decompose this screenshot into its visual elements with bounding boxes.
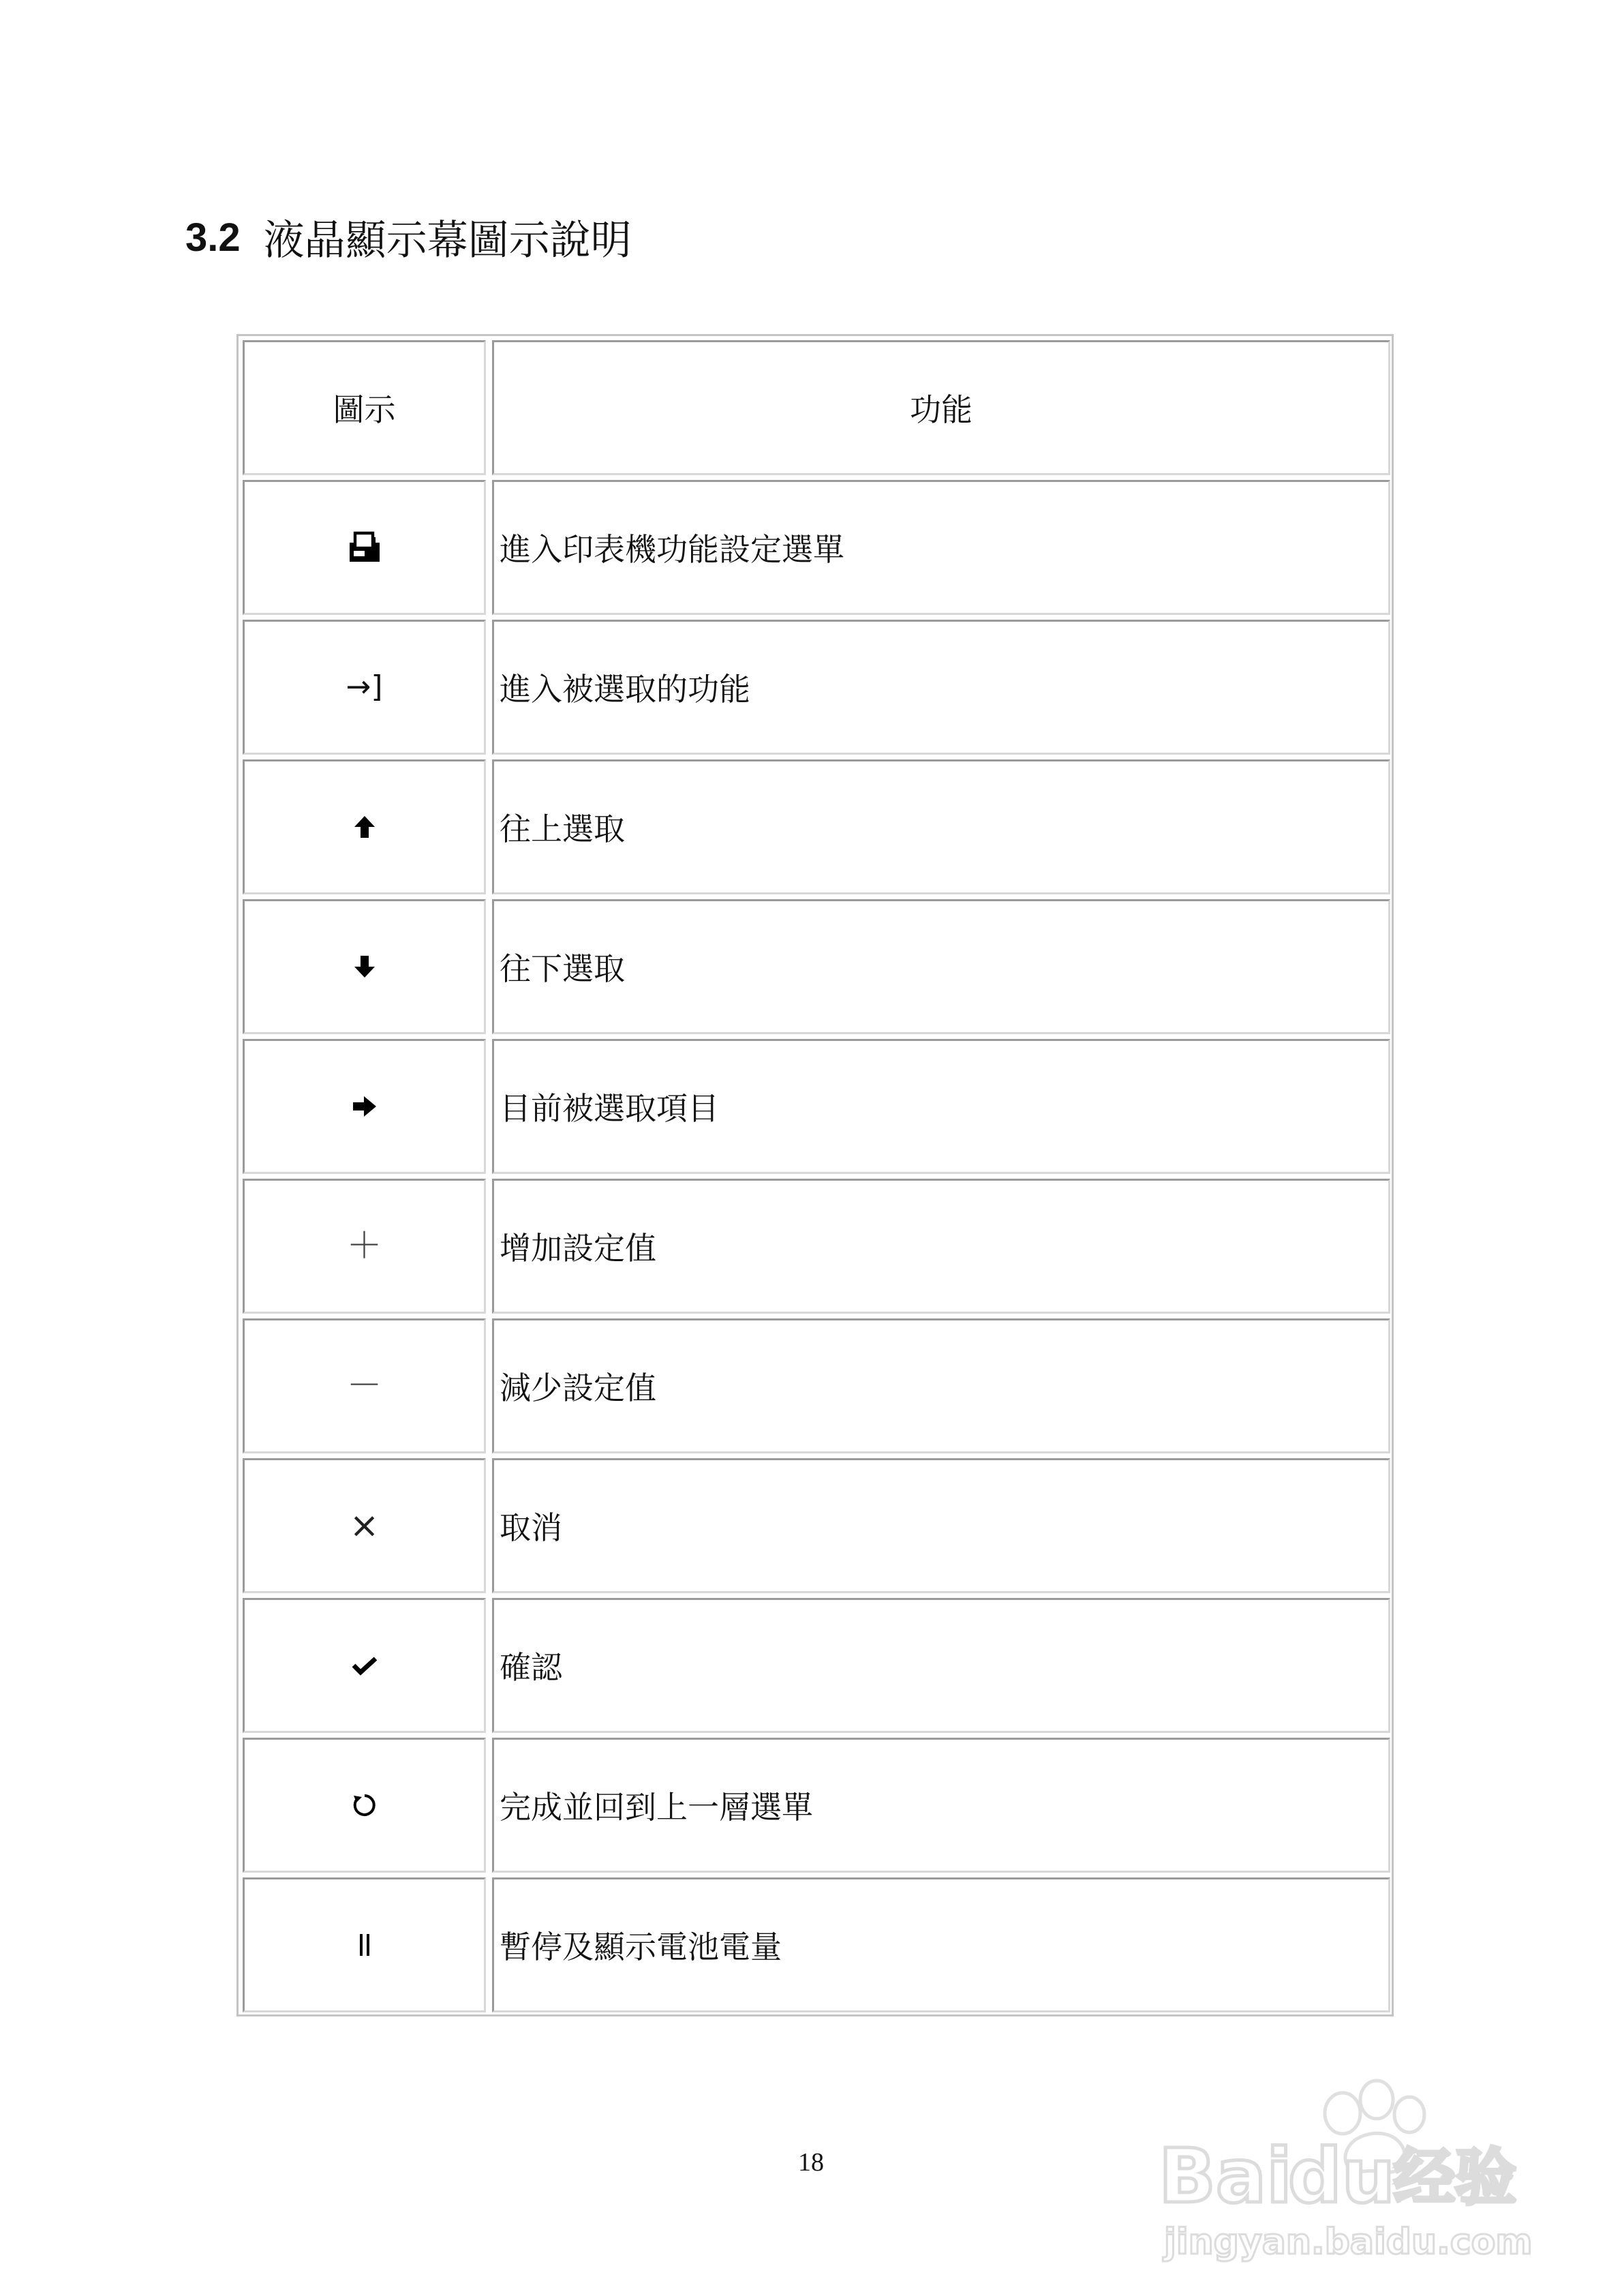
table-row-icon-cell <box>243 1877 486 2012</box>
printer-menu-icon <box>347 530 382 564</box>
table-row-icon-cell <box>243 759 486 894</box>
svg-text:jingyan.baidu.com: jingyan.baidu.com <box>1164 2222 1533 2263</box>
page-number: 18 <box>798 2148 824 2177</box>
table-row-function-cell: 進入被選取的功能 <box>492 620 1390 755</box>
table-row-icon-cell <box>243 1458 486 1593</box>
table-row-icon-cell <box>243 620 486 755</box>
arrow-right-icon <box>352 1095 378 1118</box>
table-header-icon: 圖示 <box>243 340 486 475</box>
table-row-function-cell: 暫停及顯示電池電量 <box>492 1877 1390 2012</box>
table-row-icon-cell <box>243 1738 486 1873</box>
table-row-function-cell: 完成並回到上一層選單 <box>492 1738 1390 1873</box>
table-row-icon-cell <box>243 1039 486 1174</box>
cancel-icon: × <box>349 1505 380 1546</box>
table-row-icon-cell <box>243 1318 486 1453</box>
pause-icon <box>358 1933 371 1957</box>
section-title: 液晶顯示幕圖示說明 <box>263 217 632 265</box>
table-row-function-cell: 進入印表機功能設定選單 <box>492 480 1390 615</box>
svg-text:经验: 经验 <box>1394 2142 1516 2214</box>
table-header-function: 功能 <box>492 340 1390 475</box>
section-heading <box>185 203 632 271</box>
table-row-function-cell: 往下選取 <box>492 899 1390 1034</box>
table-row-function-cell: 取消 <box>492 1458 1390 1593</box>
svg-text:du: du <box>1288 2132 1396 2220</box>
check-icon <box>351 1655 378 1676</box>
svg-text:Bai: Bai <box>1159 2132 1292 2220</box>
table-row-icon-cell <box>243 899 486 1034</box>
arrow-down-icon <box>353 954 376 979</box>
table-row-icon-cell <box>243 480 486 615</box>
icon-table <box>236 334 1394 2016</box>
table-row-icon-cell <box>243 1179 486 1314</box>
table-row-function-cell: 確認 <box>492 1598 1390 1733</box>
plus-icon: ＋ <box>346 1226 382 1267</box>
table-row-function-cell: 減少設定值 <box>492 1318 1390 1453</box>
minus-icon: － <box>346 1365 382 1406</box>
arrow-up-icon <box>353 815 376 839</box>
table-row-function-cell: 目前被選取項目 <box>492 1039 1390 1174</box>
table-row-icon-cell <box>243 1598 486 1733</box>
return-icon <box>351 1792 378 1819</box>
enter-icon: →] <box>346 669 383 704</box>
table-row-function-cell: 往上選取 <box>492 759 1390 894</box>
baidu-watermark-logo <box>1152 2059 1540 2263</box>
table-row-function-cell: 增加設定值 <box>492 1179 1390 1314</box>
section-number: 3.2 <box>185 215 241 260</box>
